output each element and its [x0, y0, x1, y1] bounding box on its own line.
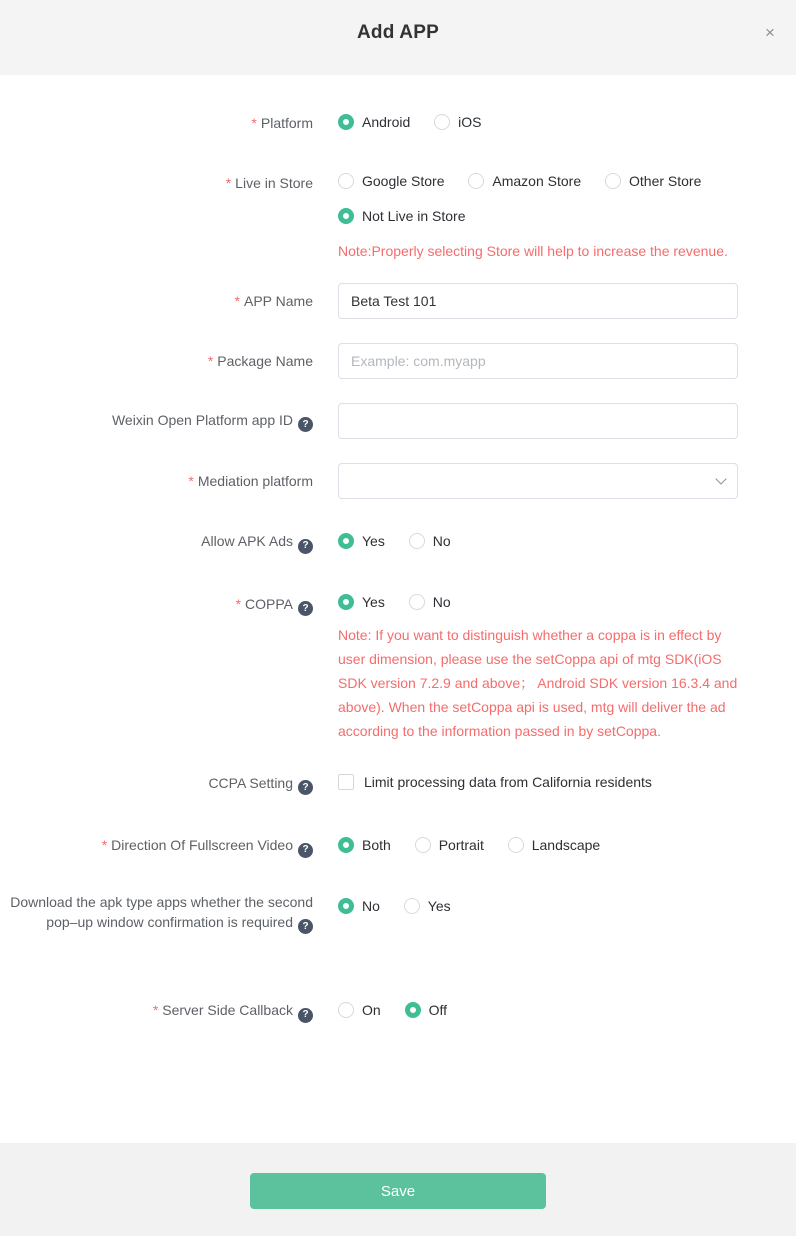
- apk-ads-option-no[interactable]: No: [409, 533, 451, 549]
- radio-unselected-icon: [409, 533, 425, 549]
- radio-unselected-icon: [434, 114, 450, 130]
- server-callback-option-on[interactable]: On: [338, 1002, 381, 1018]
- form-row-live-in-store: [0, 173, 796, 263]
- help-icon[interactable]: ?: [298, 780, 313, 795]
- save-button[interactable]: Save: [250, 1173, 546, 1209]
- radio-unselected-icon: [338, 173, 354, 189]
- coppa-label: * COPPA ?: [0, 594, 313, 617]
- apk-confirm-label: Download the apk type apps whether the second pop–up window confirmation is required ?: [0, 892, 313, 935]
- ccpa-setting-label: CCPA Setting ?: [0, 773, 313, 796]
- apk-confirm-option-yes[interactable]: Yes: [404, 898, 451, 914]
- radio-selected-icon: [338, 208, 354, 224]
- dialog-title: Add APP: [357, 22, 439, 43]
- store-option-google[interactable]: Google Store: [338, 173, 445, 189]
- app-name-input[interactable]: [338, 283, 738, 319]
- form-row-coppa: [0, 594, 796, 743]
- help-icon[interactable]: ?: [298, 539, 313, 554]
- radio-unselected-icon: [508, 837, 524, 853]
- weixin-app-id-input[interactable]: [338, 403, 738, 439]
- required-marker: *: [188, 473, 194, 489]
- help-icon[interactable]: ?: [298, 1008, 313, 1023]
- mediation-platform-select[interactable]: [338, 463, 738, 499]
- coppa-note: Note: If you want to distinguish whether a coppa is in effect by user dimension, please use the setCoppa api of mtg SDK(iOS SDK version 7.2.9 and above； Android SDK version 16.3.4 and above). When the setCoppa api is used, mtg will deliver the ad according to the information passed in by setCoppa.: [338, 626, 738, 739]
- store-option-other[interactable]: Other Store: [605, 173, 701, 189]
- platform-option-ios[interactable]: iOS: [434, 114, 481, 130]
- required-marker: *: [101, 837, 108, 853]
- radio-unselected-icon: [605, 173, 621, 189]
- weixin-app-id-label: Weixin Open Platform app ID ?: [0, 410, 313, 433]
- radio-selected-icon: [338, 594, 354, 610]
- required-marker: *: [152, 1002, 159, 1018]
- direction-option-portrait[interactable]: Portrait: [415, 837, 484, 853]
- close-icon[interactable]: ×: [765, 22, 775, 42]
- dialog-body: [0, 75, 796, 1023]
- platform-label: * Platform: [251, 115, 313, 131]
- chevron-down-icon: [715, 473, 726, 484]
- package-name-label: * Package Name: [207, 353, 313, 369]
- help-icon[interactable]: ?: [298, 417, 313, 432]
- required-marker: *: [234, 293, 240, 309]
- required-marker: *: [207, 353, 214, 369]
- form-row-direction: [0, 835, 796, 858]
- radio-unselected-icon: [468, 173, 484, 189]
- radio-selected-icon: [338, 114, 354, 130]
- apk-confirm-option-no[interactable]: No: [338, 898, 380, 914]
- form-row-allow-apk-ads: [0, 531, 796, 554]
- form-row-mediation-platform: [0, 463, 796, 499]
- required-marker: *: [251, 115, 257, 131]
- form-row-ccpa-setting: [0, 773, 796, 796]
- radio-selected-icon: [338, 533, 354, 549]
- radio-selected-icon: [338, 898, 354, 914]
- form-row-server-callback: [0, 1000, 796, 1023]
- radio-unselected-icon: [415, 837, 431, 853]
- checkbox-unchecked-icon: [338, 774, 354, 790]
- live-in-store-note: Note:Properly selecting Store will help to increase the revenue.: [338, 243, 728, 259]
- direction-option-both[interactable]: Both: [338, 837, 391, 853]
- form-row-package-name: [0, 343, 796, 379]
- dialog-footer: [0, 1143, 796, 1236]
- store-option-not-live[interactable]: Not Live in Store: [338, 208, 466, 224]
- app-name-label: * APP Name: [234, 293, 313, 309]
- dialog-header: [0, 0, 796, 75]
- direction-label: * Direction Of Fullscreen Video ?: [0, 835, 313, 858]
- coppa-option-no[interactable]: No: [409, 594, 451, 610]
- coppa-option-yes[interactable]: Yes: [338, 594, 385, 610]
- apk-ads-option-yes[interactable]: Yes: [338, 533, 385, 549]
- server-callback-option-off[interactable]: Off: [405, 1002, 447, 1018]
- store-option-amazon[interactable]: Amazon Store: [468, 173, 581, 189]
- server-callback-label: * Server Side Callback ?: [0, 1000, 313, 1023]
- required-marker: *: [235, 595, 242, 612]
- direction-option-landscape[interactable]: Landscape: [508, 837, 601, 853]
- radio-unselected-icon: [338, 1002, 354, 1018]
- form-row-platform: [0, 113, 796, 133]
- radio-selected-icon: [405, 1002, 421, 1018]
- form-row-app-name: [0, 283, 796, 319]
- radio-unselected-icon: [409, 594, 425, 610]
- radio-unselected-icon: [404, 898, 420, 914]
- required-marker: *: [225, 175, 232, 191]
- allow-apk-ads-label: Allow APK Ads ?: [0, 531, 313, 554]
- help-icon[interactable]: ?: [298, 601, 313, 616]
- ccpa-checkbox-option[interactable]: Limit processing data from California residents: [338, 774, 652, 790]
- package-name-input[interactable]: [338, 343, 738, 379]
- platform-option-android[interactable]: Android: [338, 114, 410, 130]
- help-icon[interactable]: ?: [298, 919, 313, 934]
- form-row-weixin-app-id: [0, 403, 796, 439]
- mediation-platform-label: * Mediation platform: [188, 473, 313, 489]
- radio-selected-icon: [338, 837, 354, 853]
- help-icon[interactable]: ?: [298, 843, 313, 858]
- live-in-store-label: * Live in Store: [225, 175, 313, 191]
- form-row-apk-confirm: [0, 892, 796, 935]
